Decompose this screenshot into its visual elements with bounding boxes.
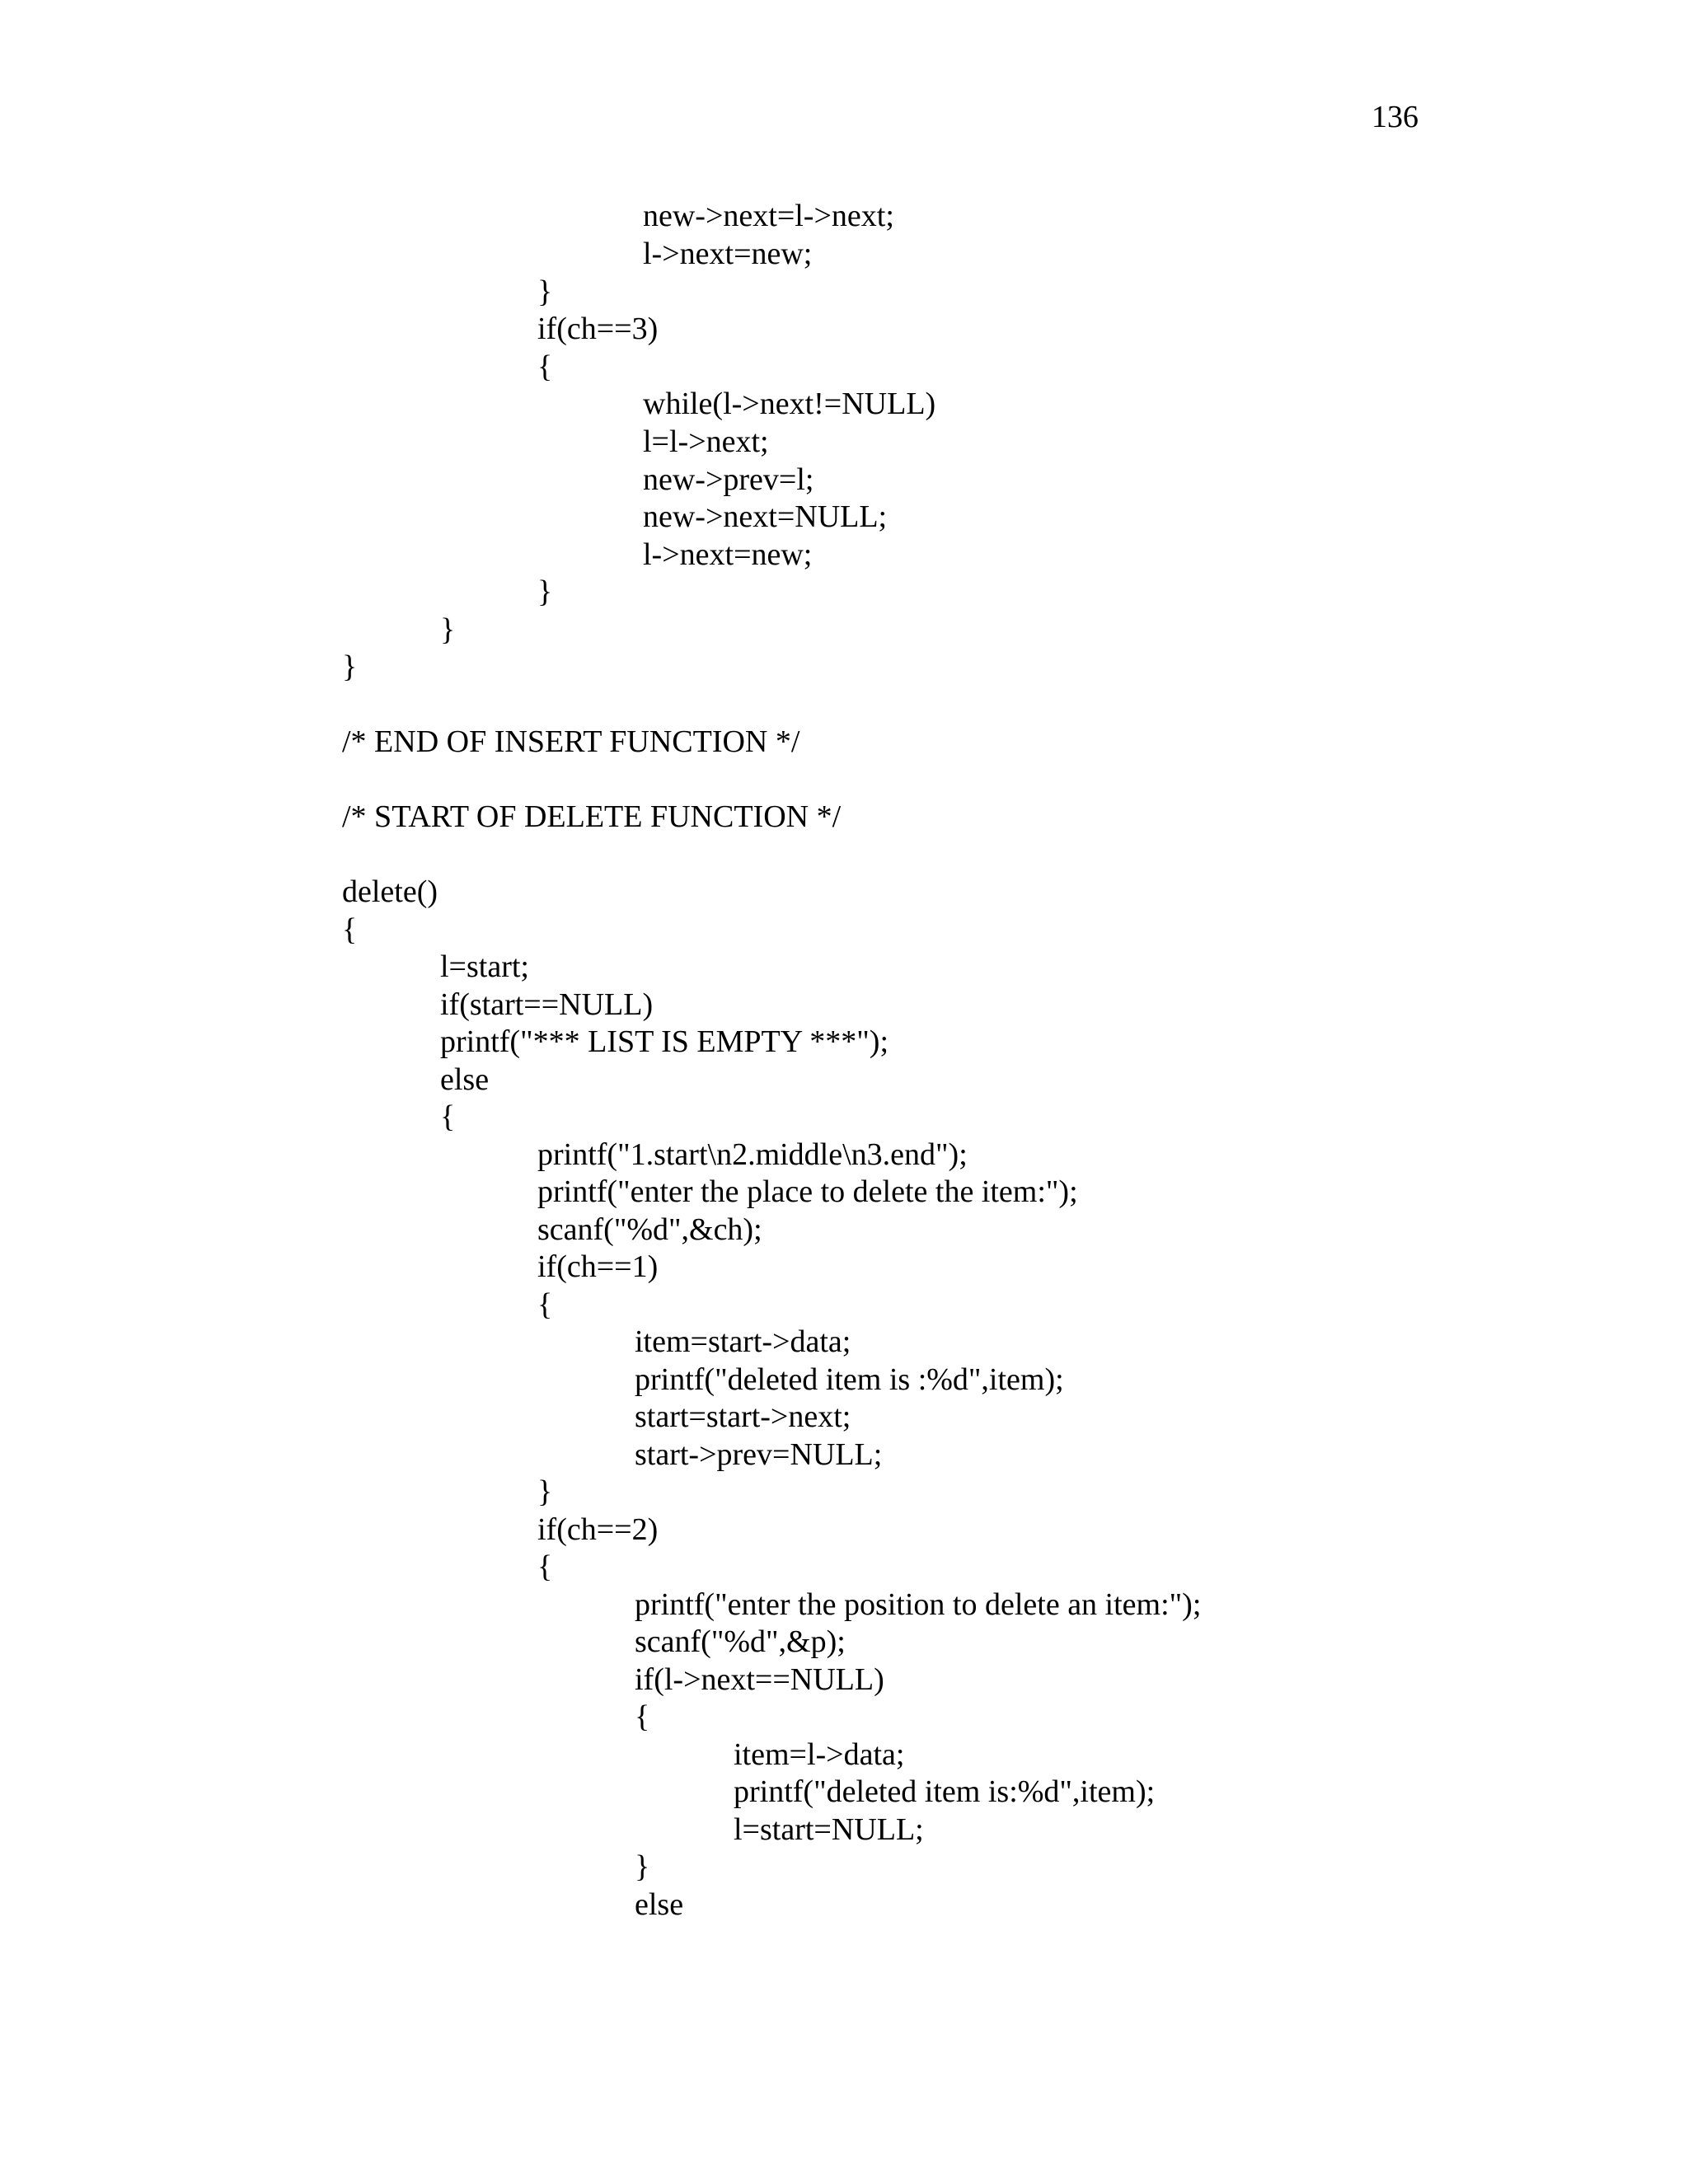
code-line: if(start==NULL) bbox=[440, 987, 654, 1022]
code-line: l=l->next; bbox=[643, 424, 769, 459]
code-line: } bbox=[342, 649, 358, 684]
code-line: printf("enter the place to delete the item:"); bbox=[537, 1174, 1078, 1209]
code-line: if(ch==3) bbox=[537, 312, 659, 346]
code-line: { bbox=[635, 1699, 650, 1734]
code-line: if(ch==1) bbox=[537, 1249, 659, 1284]
code-line: else bbox=[440, 1062, 490, 1097]
code-line: item=l->data; bbox=[734, 1737, 905, 1772]
code-line: { bbox=[537, 1549, 553, 1584]
code-line: delete() bbox=[342, 874, 438, 909]
code-comment: /* START OF DELETE FUNCTION */ bbox=[342, 799, 842, 834]
code-line: l->next=new; bbox=[643, 537, 813, 572]
code-line: if(ch==2) bbox=[537, 1512, 659, 1547]
code-line: } bbox=[537, 1474, 553, 1509]
page-number: 136 bbox=[1372, 100, 1418, 134]
code-line: printf("deleted item is:%d",item); bbox=[734, 1774, 1156, 1809]
code-line: } bbox=[635, 1849, 650, 1884]
code-line: { bbox=[342, 912, 358, 947]
code-line: new->next=NULL; bbox=[643, 499, 888, 534]
code-line: } bbox=[537, 574, 553, 609]
code-line: l=start=NULL; bbox=[734, 1812, 924, 1847]
code-line: l->next=new; bbox=[643, 237, 813, 271]
code-line: { bbox=[537, 1287, 553, 1322]
code-line: start=start->next; bbox=[635, 1399, 851, 1434]
code-line: scanf("%d",&p); bbox=[635, 1624, 846, 1659]
code-line: } bbox=[537, 274, 553, 309]
code-line: { bbox=[440, 1099, 456, 1134]
code-line: printf("enter the position to delete an item:"); bbox=[635, 1587, 1202, 1622]
code-line: scanf("%d",&ch); bbox=[537, 1212, 762, 1247]
code-line: printf("*** LIST IS EMPTY ***"); bbox=[440, 1024, 889, 1059]
code-line: new->next=l->next; bbox=[643, 199, 894, 233]
code-line: } bbox=[440, 612, 456, 647]
code-line: start->prev=NULL; bbox=[635, 1437, 883, 1472]
code-line: l=start; bbox=[440, 949, 529, 984]
code-line: { bbox=[537, 349, 553, 384]
code-line: printf("deleted item is :%d",item); bbox=[635, 1362, 1064, 1397]
code-comment: /* END OF INSERT FUNCTION */ bbox=[342, 724, 800, 759]
code-line: printf("1.start\n2.middle\n3.end"); bbox=[537, 1137, 968, 1172]
code-line: else bbox=[635, 1887, 684, 1922]
code-line: while(l->next!=NULL) bbox=[643, 387, 936, 421]
code-line: item=start->data; bbox=[635, 1324, 851, 1359]
code-line: if(l->next==NULL) bbox=[635, 1662, 884, 1697]
code-line: new->prev=l; bbox=[643, 462, 814, 497]
